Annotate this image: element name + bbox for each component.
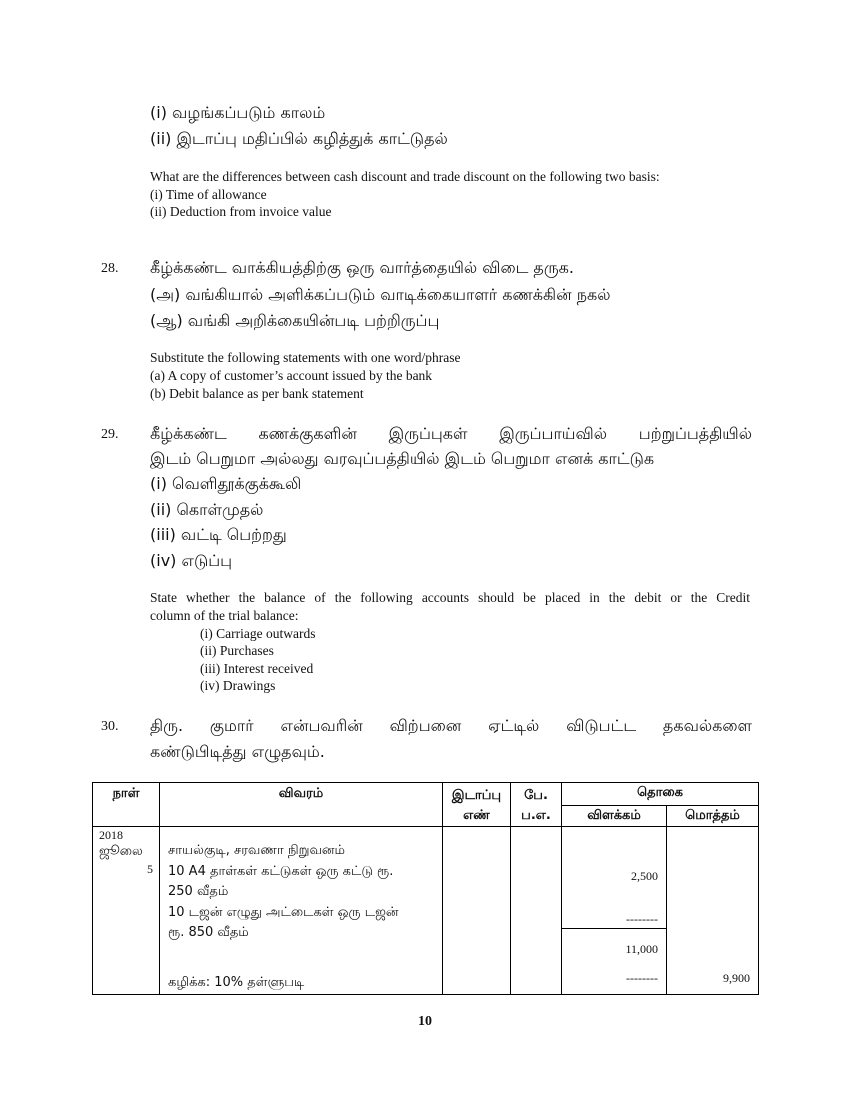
header-invoice-no	[443, 783, 511, 827]
q27-en-item-1: (i) Time of allowance	[150, 187, 267, 202]
q29-ta-item-2: (ii) கொள்முதல்	[150, 500, 264, 519]
header-lf-line-1: பே.	[524, 788, 548, 803]
q29-ta-item-1: (i) வெளிதூக்குக்கூலி	[150, 474, 302, 493]
q28-en-item-1: (a) A copy of customer’s account issued by the bank	[150, 368, 433, 383]
particulars-line-6: கழிக்க: 10% தள்ளுபடி	[168, 975, 305, 990]
header-date: நாள்	[93, 783, 160, 827]
header-total: மொத்தம்	[667, 805, 759, 827]
lf-cell	[511, 827, 562, 995]
q28-en-question: Substitute the following statements with one word/phrase	[150, 350, 461, 365]
q27-en-item-2: (ii) Deduction from invoice value	[150, 204, 332, 219]
total-value: 9,900	[723, 971, 750, 985]
q29-ta-item-3: (iii) வட்டி பெற்றது	[150, 525, 287, 544]
q28-en-item-2: (b) Debit balance as per bank statement	[150, 386, 364, 401]
header-amount: தொகை	[562, 783, 759, 806]
header-particulars: விவரம்	[160, 783, 443, 827]
q30-ta-question-line-2: கண்டுபிடித்து எழுதவும்.	[150, 742, 325, 761]
date-day: 5	[147, 862, 153, 876]
q29-number: 29.	[101, 427, 119, 442]
q30-ta-question-line-1: திரு. குமார் என்பவரின் விற்பனை ஏட்டில் விடுபட்ட தகவல்களை	[150, 716, 752, 735]
q29-en-question-line-1: State whether the balance of the following accounts should be placed in the debit or the Credit	[150, 590, 750, 605]
header-invoice-no-line-1: இடாப்பு	[451, 788, 502, 803]
q29-en-item-3: (iii) Interest received	[200, 661, 314, 676]
particulars-line-2: 10 A4 தாள்கள் கட்டுகள் ஒரு கட்டு ரூ.	[168, 864, 394, 879]
q28-ta-question: கீழ்க்கண்ட வாக்கியத்திற்கு ஒரு வார்த்தையில் விடை தருக.	[150, 258, 574, 277]
details-cell	[562, 827, 667, 995]
q30-number: 30.	[101, 719, 119, 734]
q29-ta-question-line-1: கீழ்க்கண்ட கணக்குகளின் இருப்புகள் இருப்பாய்வில் பற்றுப்பத்தியில்	[150, 424, 752, 443]
q29-en-item-4: (iv) Drawings	[200, 678, 276, 693]
header-lf-line-2: ப.எ.	[521, 808, 551, 823]
q27-ta-item-1: (i) வழங்கப்படும் காலம்	[150, 103, 326, 122]
particulars-line-5: ரூ. 850 வீதம்	[168, 925, 249, 940]
details-rule	[562, 928, 666, 929]
particulars-line-1: சாயல்குடி, சரவணா நிறுவனம்	[168, 843, 345, 858]
particulars-cell	[160, 827, 443, 995]
q29-en-item-2: (ii) Purchases	[200, 643, 274, 658]
details-dash-2: --------	[626, 971, 658, 985]
page-number: 10	[418, 1014, 432, 1029]
q27-en-question: What are the differences between cash discount and trade discount on the following two basis:	[150, 169, 660, 184]
date-cell	[93, 827, 160, 995]
sales-book-table	[92, 782, 759, 995]
header-invoice-no-line-2: எண்	[463, 808, 490, 823]
q29-ta-item-4: (iv) எடுப்பு	[150, 551, 233, 570]
date-year: 2018	[99, 828, 123, 842]
particulars-line-3: 250 வீதம்	[168, 884, 229, 899]
details-value-2: 11,000	[625, 942, 658, 956]
date-month: ஜூலை	[99, 844, 143, 859]
q29-en-item-1: (i) Carriage outwards	[200, 626, 316, 641]
q28-ta-item-1: (அ) வங்கியால் அளிக்கப்படும் வாடிக்கையாளர் கணக்கின் நகல்	[150, 285, 611, 304]
header-details: விளக்கம்	[562, 805, 667, 827]
q29-en-question-line-2: column of the trial balance:	[150, 608, 299, 623]
q28-number: 28.	[101, 261, 119, 276]
header-lf	[511, 783, 562, 827]
q27-ta-item-2: (ii) இடாப்பு மதிப்பில் கழித்துக் காட்டுதல்	[150, 129, 448, 148]
total-cell	[667, 827, 759, 995]
details-dash-1: --------	[626, 912, 658, 926]
q29-ta-question-line-2: இடம் பெறுமா அல்லது வரவுப்பத்தியில் இடம் பெறுமா எனக் காட்டுக	[150, 449, 655, 468]
q28-ta-item-2: (ஆ) வங்கி அறிக்கையின்படி பற்றிருப்பு	[150, 311, 440, 330]
particulars-line-4: 10 டஜன் எழுது அட்டைகள் ஒரு டஜன்	[168, 905, 399, 920]
details-value-1: 2,500	[631, 869, 658, 883]
invoice-no-cell	[443, 827, 511, 995]
